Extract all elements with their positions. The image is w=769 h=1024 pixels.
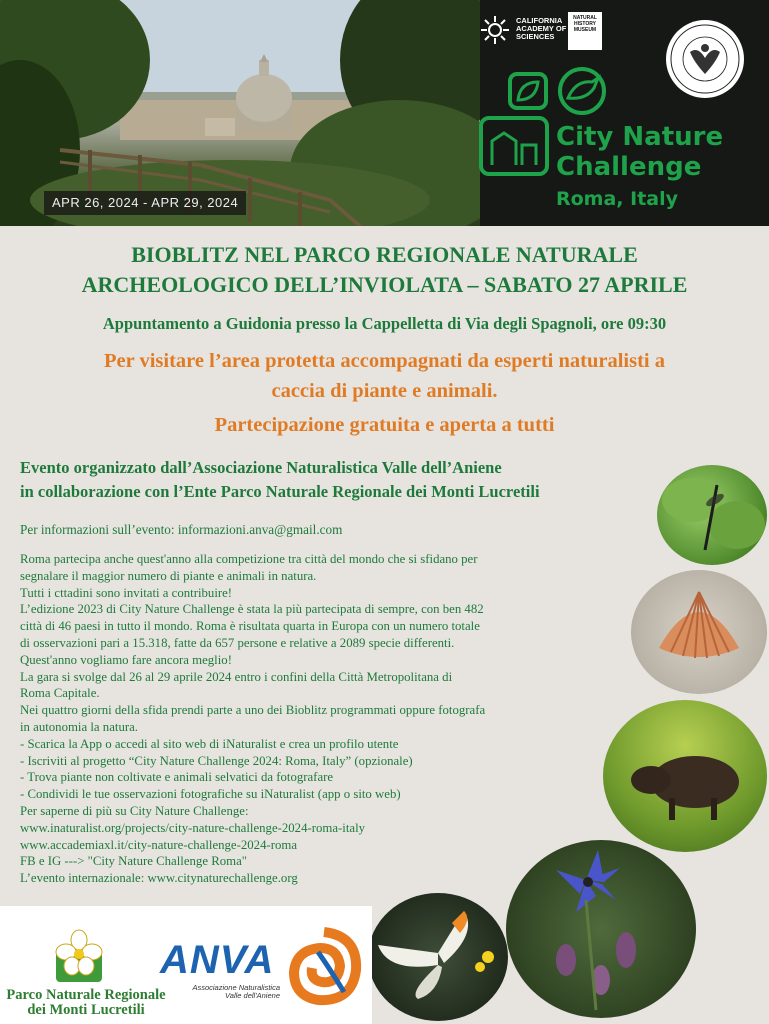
cas-line-3: SCIENCES [516,32,555,41]
anva-subtitle-line-2: Valle dell'Aniene [225,991,280,1000]
cnc-title-line-2: Challenge [556,152,702,182]
body-line: - Scarica la App o accedi al sito web di iNaturalist e crea un profilo utente [20,736,399,751]
international-event-line: L’evento internazionale: www.citynaturechallenge.org [20,871,298,886]
body-line: - Iscriviti al progetto “City Nature Challenge 2024: Roma, Italy” (opzionale) [20,753,413,768]
invitation-line-1: Per visitare l’area protetta accompagnati da esperti naturalisti a [104,350,665,372]
pnr-name-line-1: Parco Naturale Regionale [6,987,166,1003]
damselfly-photo [657,465,767,565]
body-line: in autonomia la natura. [20,719,138,734]
date-range-badge: APR 26, 2024 - APR 29, 2024 [44,191,246,215]
info-line [20,522,342,538]
anva-subtitle [176,984,280,1000]
invitation-line-2: caccia di piante e animali. [271,380,498,402]
pnr-name [0,988,172,1018]
invitation-line-3: Partecipazione gratuita e aperta a tutti [214,414,555,436]
butterfly-photo [368,893,508,1021]
cas-logo-icon [480,15,510,50]
invitation-text [0,346,769,440]
cas-line-2: ACADEMY OF [516,24,567,33]
cnc-bird-icon [556,66,608,121]
body-line: - Condividi le tue osservazioni fotografiche su iNaturalist (app o sito web) [20,787,401,802]
wild-boar-photo [603,700,767,852]
organizer-line-2: in collaborazione con l’Ente Parco Naturale Regionale dei Monti Lucretili [20,482,540,501]
borage-flower-photo [506,840,696,1018]
event-title [0,240,769,300]
organizer-line-1: Evento organizzato dall’Associazione Naturalistica Valle dell’Aniene [20,458,502,477]
shell-photo [631,570,767,694]
body-line: L’edizione 2023 di City Nature Challenge è stata la più partecipata di sempre, con ben 482 [20,602,484,617]
anva-swirl-icon [288,926,362,1013]
inaturalist-project-link[interactable]: www.inaturalist.org/projects/city-nature-challenge-2024-roma-italy [20,820,366,835]
anva-subtitle-line-1: Associazione Naturalistica [192,983,280,992]
body-line: di osservazioni pari a 15.318, fatte da 657 persone e relative a 2089 specie differenti. [20,635,455,650]
nhm-logo-icon [568,12,602,50]
nhm-line-1: NATURAL [573,15,597,21]
accademia-link[interactable]: www.accademiaxl.it/city-nature-challenge-2024-roma [20,837,298,852]
body-text [20,551,630,887]
event-title-line-1: BIOBLITZ NEL PARCO REGIONALE NATURALE [131,242,638,267]
body-line: Per saperne di più su City Nature Challenge: [20,803,249,818]
cnc-leaf-icon [508,72,548,115]
pnr-flower-icon [52,928,106,991]
appointment-line: Appuntamento a Guidonia presso la Cappelletta di Via degli Spagnoli, ore 09:30 [102,314,667,333]
info-email-link[interactable]: informazioni.anva@gmail.com [177,522,343,537]
body-line: Roma partecipa anche quest'anno alla competizione tra città del mondo che si sfidano per [20,552,478,566]
header-banner [0,0,769,226]
info-label: Per informazioni sull’evento: [20,522,175,537]
accademia-seal-icon [664,18,746,105]
anva-logo-text: ANVA [160,938,275,982]
organizer-text [20,456,540,504]
body-line: Quest'anno vogliamo fare ancora meglio! [20,652,232,667]
body-line: La gara si svolge dal 26 al 29 aprile 2024 entro i confini della Città Metropolitana di [20,669,453,684]
nhm-line-3: MUSEUM [573,27,597,33]
body-line: FB e IG ---> "City Nature Challenge Roma" [20,854,247,869]
pnr-name-line-2: dei Monti Lucretili [27,1002,145,1018]
partner-logos [0,906,372,1024]
body-line: città di 46 paesi in tutto il mondo. Roma è risultata quarta in Europa con un numero totale [20,619,480,634]
cnc-building-icon [478,115,550,182]
body-line: segnalare il maggior numero di piante e animali in natura. [20,568,317,583]
body-line: Nei quattro giorni della sfida prendi parte a uno dei Bioblitz programmati oppure fotografa [20,703,486,718]
cnc-title [556,122,723,182]
body-line: Tutti i cttadini sono invitati a contribuire! [20,585,233,600]
cnc-city: Roma, Italy [556,188,679,210]
cas-line-1: CALIFORNIA [516,16,563,25]
event-title-line-2: ARCHEOLOGICO DELL’INVIOLATA – SABATO 27 APRILE [81,272,688,297]
cnc-title-line-1: City Nature [556,122,724,152]
body-line: - Trova piante non coltivate e animali selvatici da fotografare [20,770,334,785]
cas-logo-text [516,17,566,41]
nhm-line-2: HISTORY [574,21,596,27]
body-line: Roma Capitale. [20,686,100,701]
